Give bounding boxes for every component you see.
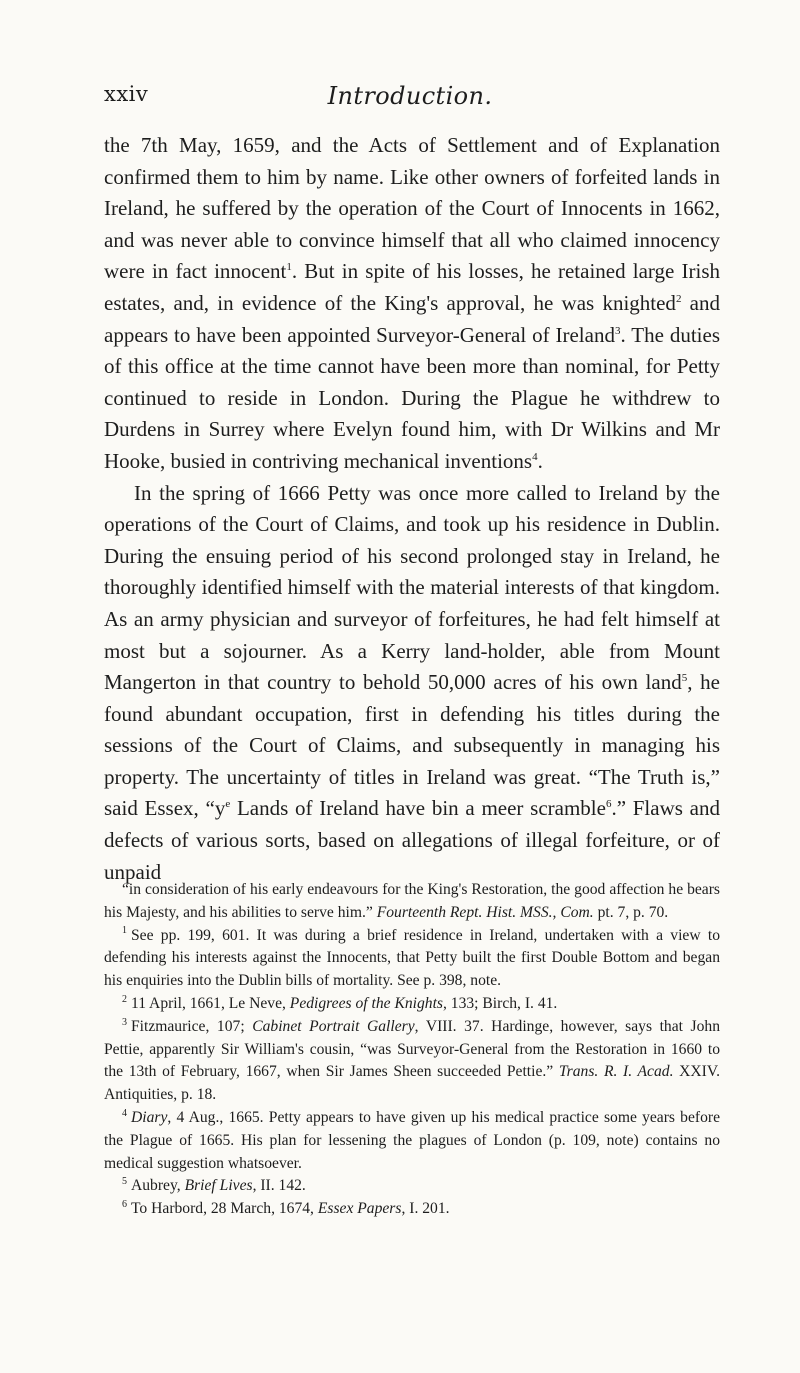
footnote-continuation: “in consideration of his early endeavours for the King's Restoration, the good affection he bears his Majesty, and his abilities to serve him.” Fourteenth Rept. Hist. MSS., Com. pt. 7, p. 70.	[104, 881, 720, 921]
footnote-number: 1	[122, 925, 127, 937]
running-title: Introduction.	[327, 82, 493, 110]
footnote: $^4$ Diary, 4 Aug., 1665. Petty appears to have given up his medical practice some years before the Plague of 1665. His plan for lessening the plagues of London (p. 109, note) contains no medical suggestion whatsoever.	[104, 1107, 720, 1172]
footnote-number: 5	[122, 1176, 127, 1188]
footnote: $^3$ Fitzmaurice, 107; Cabinet Portrait Gallery, VIII. 37. Hardinge, however, says that John Pettie, apparently Sir William's cousin, “was Surveyor-General from the Restoration in 1660 to the 13th of February, 1667, when Sir James Sheen succeeded Pettie.” Trans. R. I. Acad. XXIV. Antiquities, p. 18.	[104, 1016, 721, 1104]
footnote-ref[interactable]: 1	[286, 261, 292, 274]
paragraph: In the spring of 1666 Petty was once more called to Ireland by the operations of the Court of Claims, and took up his residence in Dublin. During the ensuing period of his second prolonged stay in Ireland, he thoroughly identified himself with the material interests of that kingdom. As an army physician and surveyor of forfeitures, he had felt himself at most but a sojourner. As a Kerry land-holder, able from Mount Mangerton in that country to behold 50,000 acres of his own land$^5$, he found abundant occupation, first in defending his titles during the sessions of the Court of Claims, and subsequently in managing his property. The uncertainty of titles in Ireland was great. “The Truth is,” said Essex, “$y^e$ Lands of Ireland have bin a meer scramble$^6$.” Flaws and defects of various sorts, based on allegations of illegal forfeiture, or of unpaid	[104, 480, 720, 884]
footnote-ref[interactable]: 3	[614, 324, 621, 337]
superscript-e: e	[225, 798, 231, 811]
footnote-number: 6	[122, 1198, 127, 1210]
footnote-ref[interactable]: 6	[605, 798, 612, 811]
page-number: xxiv	[104, 82, 149, 106]
footnote: $^1$ See pp. 199, 601. It was during a brief residence in Ireland, undertaken with a view to defending his interests against the Innocents, that Petty built the first Double Bottom and began his enquiries into the Dublin bills of mortality. See p. 398, note.	[104, 925, 720, 990]
footnote-number: 3	[122, 1016, 127, 1028]
footnote-ref[interactable]: 4	[532, 450, 538, 463]
footnote: $^2$ 11 April, 1661, Le Neve, Pedigrees of the Knights, 133; Birch, I. 41.	[122, 993, 558, 1012]
footnote: $^6$ To Harbord, 28 March, 1674, Essex Papers, I. 201.	[122, 1198, 450, 1218]
footnote-ref[interactable]: 2	[675, 292, 682, 305]
paragraph: the 7th May, 1659, and the Acts of Settlement and of Explanation confirmed them to him by name. Like other owners of forfeited lands in Ireland, he suffered by the operation of the Court of Innocents in 1662, and was never able to convince himself that all who claimed innocency were in fact innocent$^1$. But in spite of his losses, he retained large Irish estates, and, in evidence of the King's approval, he was knighted$^2$ and appears to have been appointed Surveyor-General of Ireland$^3$. The duties of this office at the time cannot have been more than nominal, for Petty continued to reside in London. During the Plague he withdrew to Durdens in Surrey where Evelyn found him, with Dr Wilkins and Mr Hooke, busied in contriving mechanical inventions$^4$.	[104, 133, 720, 473]
footnote-number: 2	[122, 993, 127, 1005]
footnote-ref[interactable]: 5	[681, 672, 688, 685]
footnotes	[104, 879, 720, 1221]
footnote: $^5$ Aubrey, Brief Lives, II. 142.	[122, 1176, 306, 1195]
main-text	[104, 130, 720, 888]
page-header	[104, 82, 716, 112]
footnote-number: 4	[122, 1107, 127, 1119]
